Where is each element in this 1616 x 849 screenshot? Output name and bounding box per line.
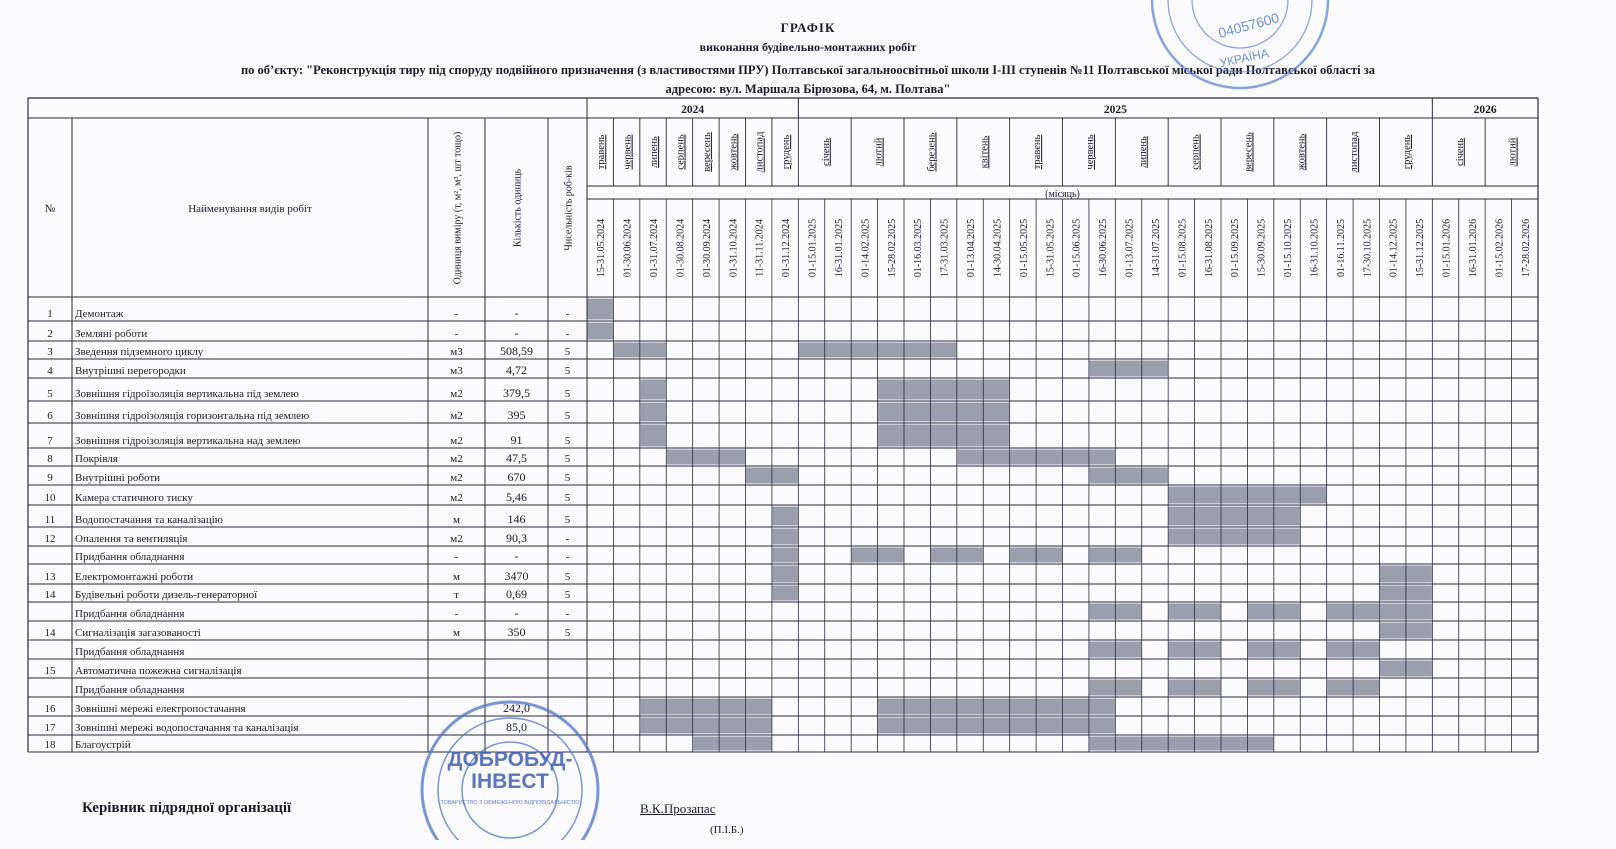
row-qty: - xyxy=(514,306,519,320)
header-workers: Чисельність роб-ків xyxy=(563,165,575,251)
row-name: Камера статичного тиску xyxy=(75,492,193,504)
row-num: 17 xyxy=(44,722,56,734)
month-label: жовтень xyxy=(728,133,740,171)
gantt-bar xyxy=(878,425,1009,447)
row-workers: - xyxy=(565,533,570,545)
row-qty: 5,46 xyxy=(506,490,527,504)
period-label: 14-30.04.2025 xyxy=(992,218,1004,278)
row-qty: 4,72 xyxy=(506,363,527,377)
row-qty: 91 xyxy=(510,433,523,447)
header-num: № xyxy=(44,203,56,215)
row-workers: 5 xyxy=(564,492,571,504)
year-label: 2025 xyxy=(1103,104,1127,116)
row-qty: 350 xyxy=(507,625,526,639)
gantt-bar xyxy=(878,403,1009,422)
month-label: лютий xyxy=(1507,137,1519,167)
row-workers: - xyxy=(565,308,570,320)
row-name: Зовнішня гідроізоляція горизонтальна під землею xyxy=(75,410,310,422)
period-label: 01-13.07.2025 xyxy=(1124,218,1136,278)
row-name: Сигналізація загазованості xyxy=(75,627,201,639)
period-label: 11-31.11.2024 xyxy=(754,219,766,277)
period-label: 01-14.02.2025 xyxy=(860,218,872,278)
gantt-bar xyxy=(640,718,771,734)
gantt-bar xyxy=(640,403,665,422)
page-title: ГРАФІК xyxy=(780,20,836,35)
period-label: 01-15.10.2025 xyxy=(1283,218,1295,278)
row-qty: 3470 xyxy=(504,569,529,583)
period-label: 15-31.05.2025 xyxy=(1045,218,1057,278)
gantt-bar xyxy=(693,737,771,751)
row-workers: 5 xyxy=(564,514,571,526)
row-name: Демонтаж xyxy=(75,308,124,320)
gantt-bar xyxy=(640,425,665,447)
row-num: 9 xyxy=(47,472,53,484)
period-label: 17-28.02.2026 xyxy=(1520,218,1532,278)
month-label: грудень xyxy=(1401,134,1413,170)
signature-caption: (П.І.Б.) xyxy=(710,824,744,836)
stamp-country: УКРАЇНА xyxy=(1218,46,1270,71)
gantt-bar xyxy=(667,450,745,465)
month-label: червень xyxy=(622,134,634,170)
row-name: Благоустрій xyxy=(75,739,131,751)
month-label: листопад xyxy=(754,131,766,173)
period-label: 01-31.07.2024 xyxy=(649,218,661,278)
period-label: 15-31.05.2024 xyxy=(596,218,608,278)
period-label: 01-15.01.2026 xyxy=(1441,218,1453,278)
row-unit: - xyxy=(454,551,459,563)
row-workers: - xyxy=(565,328,570,340)
gantt-bar xyxy=(878,718,1115,734)
period-label: 01-31.10.2024 xyxy=(728,218,740,278)
row-num: 3 xyxy=(47,346,53,358)
period-label: 01-15.09.2025 xyxy=(1230,218,1242,278)
row-num: 14 xyxy=(44,589,56,601)
month-label: вересень xyxy=(701,132,713,172)
row-unit: м3 xyxy=(450,365,463,377)
row-workers: 5 xyxy=(564,571,571,583)
gantt-bar xyxy=(772,586,797,601)
row-unit: м2 xyxy=(450,388,463,400)
row-unit: м xyxy=(453,627,460,639)
row-name: Внутрішні перегородки xyxy=(75,365,186,377)
gantt-bar xyxy=(878,380,1009,400)
header-unit: Одиниця виміру (т, м², м³, шт тощо) xyxy=(452,131,464,285)
period-label: 15-30.09.2025 xyxy=(1256,218,1268,278)
period-label: 01-30.06.2024 xyxy=(622,218,634,278)
gantt-bar xyxy=(878,699,1115,715)
period-label: 15-31.12.2025 xyxy=(1415,218,1427,278)
row-name: Придбання обладнання xyxy=(75,608,185,620)
period-label: 16-30.06.2025 xyxy=(1098,218,1110,278)
row-workers: 5 xyxy=(564,589,571,601)
row-unit: м xyxy=(453,514,460,526)
row-qty: 85,0 xyxy=(506,720,527,734)
row-unit: - xyxy=(454,608,459,620)
period-label: 16-31.10.2025 xyxy=(1309,218,1321,278)
row-qty: - xyxy=(514,606,519,620)
stamp-company-form: ТОВАРИСТВО З ОБМЕЖЕНОЮ ВІДПОВІДАЛЬНІСТЮ xyxy=(440,800,580,806)
row-name: Водопостачання та каналізацію xyxy=(75,514,223,526)
row-num: 10 xyxy=(44,492,56,504)
row-name: Будівельні роботи дизель-генераторної xyxy=(75,589,258,601)
period-label: 17-30.10.2025 xyxy=(1362,218,1374,278)
period-label: 01-14.12.2025 xyxy=(1388,218,1400,278)
header-name: Найменування видів робіт xyxy=(188,203,312,215)
row-name: Зовнішні мережі електропостачання xyxy=(75,703,246,715)
row-name: Придбання обладнання xyxy=(75,551,185,563)
authority-stamp xyxy=(1145,0,1335,90)
row-workers: 5 xyxy=(564,365,571,377)
row-unit: - xyxy=(454,308,459,320)
month-label: квітень xyxy=(979,135,991,169)
period-label: 01-13.04.2025 xyxy=(966,218,978,278)
gantt-bar xyxy=(772,507,797,526)
company-stamp xyxy=(395,700,635,840)
stamp-company-name-2: ІНВЕСТ xyxy=(471,770,549,793)
month-label: травень xyxy=(596,134,608,170)
period-label: 01-30.08.2024 xyxy=(675,218,687,278)
row-qty: 90,3 xyxy=(506,531,527,545)
period-label: 01-16.11.2025 xyxy=(1335,219,1347,277)
page-subtitle: виконання будівельно-монтажних робіт xyxy=(699,40,917,54)
row-num: 5 xyxy=(47,388,53,400)
stamp-code: 04057600 xyxy=(1216,9,1281,41)
gantt-bar xyxy=(640,699,771,715)
gantt-bar xyxy=(1089,737,1273,751)
period-label: 01-31.12.2024 xyxy=(781,218,793,278)
row-name: Опалення та вентиляція xyxy=(75,533,188,545)
row-qty: 670 xyxy=(507,470,526,484)
month-label: березень xyxy=(926,132,938,172)
row-name: Придбання обладнання xyxy=(75,646,185,658)
year-label: 2026 xyxy=(1473,104,1497,116)
year-label: 2024 xyxy=(681,104,705,116)
row-qty: 242,0 xyxy=(503,701,530,715)
period-label: 17-31.03.2025 xyxy=(939,218,951,278)
row-workers: 5 xyxy=(564,472,571,484)
month-label: січень xyxy=(820,138,832,166)
month-label: червень xyxy=(1084,134,1096,170)
row-num: 8 xyxy=(47,453,53,465)
row-name: Зведення підземного циклу xyxy=(75,346,204,358)
row-workers: 5 xyxy=(564,346,571,358)
month-label: жовтень xyxy=(1296,133,1308,171)
row-num: 14 xyxy=(44,627,56,639)
period-label: 16-31.01.2026 xyxy=(1467,218,1479,278)
month-label: вересень xyxy=(1243,132,1255,172)
period-label: 01-15.05.2025 xyxy=(1018,218,1030,278)
month-label: грудень xyxy=(781,134,793,170)
gantt-bar xyxy=(1089,468,1167,484)
row-workers: 5 xyxy=(564,388,571,400)
month-label: листопад xyxy=(1349,131,1361,173)
row-unit: м3 xyxy=(450,346,463,358)
period-label: 01-15.08.2025 xyxy=(1177,218,1189,278)
month-label: січень xyxy=(1454,138,1466,166)
row-num: 16 xyxy=(44,703,56,715)
row-unit: т xyxy=(454,589,459,601)
row-name: Внутрішні роботи xyxy=(75,472,161,484)
period-label: 01-30.09.2024 xyxy=(701,218,713,278)
row-name: Зовнішні мережі водопостачання та каналізація xyxy=(75,722,299,734)
month-label: липень xyxy=(1137,136,1149,168)
row-num: 6 xyxy=(47,410,53,422)
gantt-bar xyxy=(772,548,797,563)
signature-label: Керівник підрядної організації xyxy=(82,800,292,816)
row-qty: 379,5 xyxy=(503,386,530,400)
gantt-bar xyxy=(772,566,797,583)
period-label: 16-31.08.2025 xyxy=(1203,218,1215,278)
period-label: 01-15.02.2026 xyxy=(1494,218,1506,278)
gantt-bar xyxy=(1169,529,1300,545)
gantt-bar xyxy=(588,299,613,320)
month-label: лютий xyxy=(873,137,885,167)
header-qty: Кількість одиниць xyxy=(512,168,524,248)
gantt-bar xyxy=(1169,507,1300,526)
row-workers: 5 xyxy=(564,435,571,447)
row-name: Земляні роботи xyxy=(75,328,148,340)
period-label: 01-15.06.2025 xyxy=(1071,218,1083,278)
row-qty: 508,59 xyxy=(500,344,533,358)
row-workers: - xyxy=(565,608,570,620)
row-qty: 395 xyxy=(507,408,526,422)
month-label: серпень xyxy=(1190,134,1202,170)
period-label: 01-16.03.2025 xyxy=(913,218,925,278)
period-label: 15-28.02.2025 xyxy=(886,218,898,278)
gantt-bar xyxy=(588,323,613,340)
period-label: 14-31.07.2025 xyxy=(1150,218,1162,278)
row-num: 18 xyxy=(44,739,56,751)
period-label: 01-15.01.2025 xyxy=(807,218,819,278)
row-name: Зовнішня гідроізоляція вертикальна під землею xyxy=(75,388,299,400)
row-qty: - xyxy=(514,326,519,340)
row-num: 11 xyxy=(44,514,56,526)
row-unit: м2 xyxy=(450,472,463,484)
row-unit: - xyxy=(454,328,459,340)
period-label: 16-31.01.2025 xyxy=(833,218,845,278)
row-num: 15 xyxy=(44,665,56,677)
row-unit: м2 xyxy=(450,533,463,545)
row-workers: 5 xyxy=(564,627,571,639)
object-description: по об’єкту: "Реконструкція тиру під споруду подвійного призначення (з властивостями ПРУ) Полтавської загальноосвітньої школи І-ІІІ ступенів №11 Полтавської міської ради Полтавської області за xyxy=(240,63,1376,77)
row-workers: - xyxy=(565,551,570,563)
row-workers: 5 xyxy=(564,453,571,465)
row-name: Електромонтажні роботи xyxy=(75,571,194,583)
row-unit: м2 xyxy=(450,435,463,447)
row-num: 2 xyxy=(47,328,53,340)
row-num: 7 xyxy=(47,435,53,447)
row-name: Придбання обладнання xyxy=(75,684,185,696)
month-label: липень xyxy=(649,136,661,168)
gantt-bar xyxy=(1089,361,1167,377)
row-qty: 0,69 xyxy=(506,587,527,601)
row-qty: 47,5 xyxy=(506,451,527,465)
row-workers: 5 xyxy=(564,410,571,422)
stamp-company-name: ДОБРОБУД- xyxy=(447,748,573,771)
row-qty: 146 xyxy=(507,512,526,526)
row-unit: м2 xyxy=(450,492,463,504)
row-name: Автоматична пожежна сигналізація xyxy=(75,665,242,677)
gantt-bar xyxy=(772,529,797,545)
gantt-bar xyxy=(640,380,665,400)
row-num: 4 xyxy=(47,365,53,377)
month-caption: (місяць) xyxy=(1045,189,1080,200)
row-num: 12 xyxy=(44,533,56,545)
row-unit: м xyxy=(453,571,460,583)
row-num: 1 xyxy=(47,308,53,320)
row-unit: м2 xyxy=(450,410,463,422)
row-qty: - xyxy=(514,549,519,563)
row-unit: м2 xyxy=(450,453,463,465)
signature-name: В.К.Прозапас xyxy=(640,801,716,816)
row-name: Покрівля xyxy=(75,453,118,465)
month-label: травень xyxy=(1032,134,1044,170)
row-num: 13 xyxy=(44,571,56,583)
row-name: Зовнішня гідроізоляція вертикальна над землею xyxy=(75,435,301,447)
month-label: серпень xyxy=(675,134,687,170)
object-address: адресою: вул. Маршала Бірюзова, 64, м. Полтава" xyxy=(665,82,951,96)
